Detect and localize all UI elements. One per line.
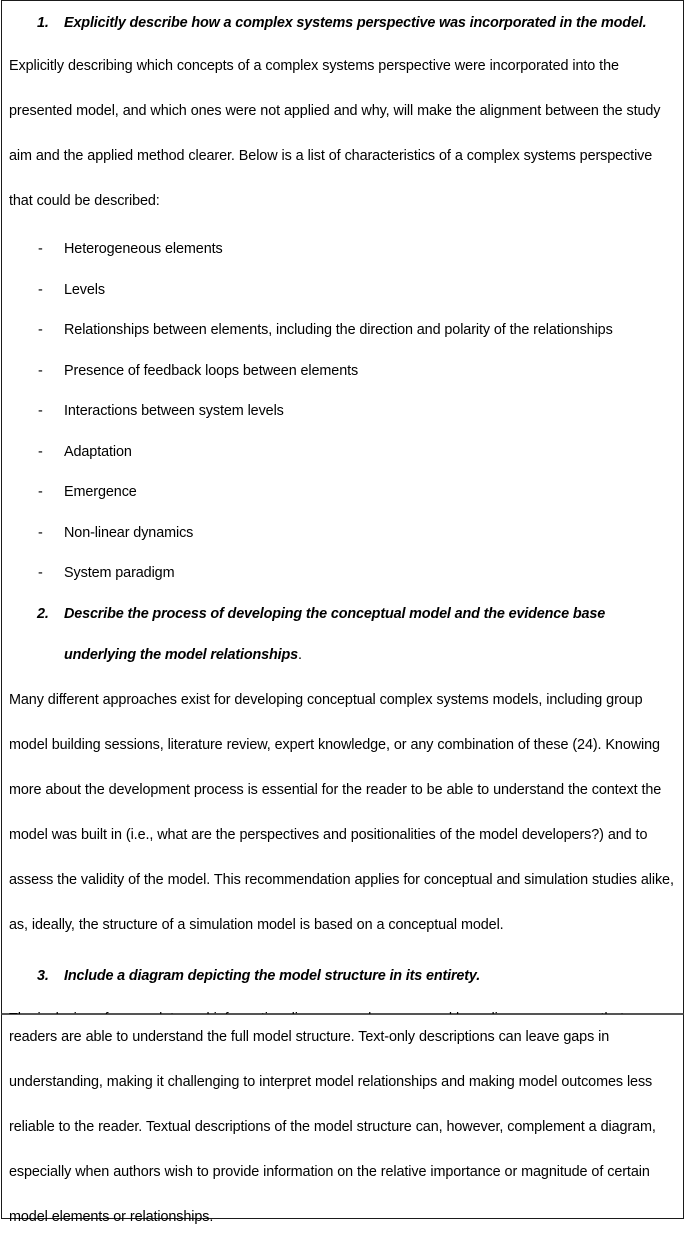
recommendation-2-heading-text: Describe the process of developing the conceptual model and the evidence base underlying the model relationships	[64, 605, 606, 663]
list-item-label: Adaptation	[64, 443, 132, 460]
recommendation-3-number: 3.	[37, 967, 49, 984]
recommendation-1-heading	[9, 3, 675, 44]
recommendation-3-heading-text: Include a diagram depicting the model structure in its entirety.	[64, 967, 481, 984]
recommendation-1-heading-text: Explicitly describe how a complex systems perspective was incorporated in the model.	[64, 15, 647, 31]
bullet-dash-icon: -	[38, 281, 43, 298]
text-box-cell-upper	[1, 0, 684, 1014]
list-item-label: System paradigm	[64, 565, 175, 581]
bullet-dash-icon: -	[38, 322, 43, 338]
bullet-dash-icon: -	[38, 241, 43, 257]
list-item	[9, 229, 675, 270]
list-item-label: Relationships between elements, including the direction and polarity of the relationships	[64, 322, 613, 338]
list-item	[9, 472, 675, 513]
list-item-label: Interactions between system levels	[64, 403, 284, 419]
bullet-dash-icon: -	[38, 403, 43, 419]
list-item	[9, 310, 675, 351]
recommendation-2-heading	[9, 594, 675, 676]
text-box-content-upper	[2, 1, 683, 1042]
list-item-label: Levels	[64, 281, 105, 298]
bullet-dash-icon: -	[38, 443, 43, 460]
list-item	[9, 351, 675, 392]
list-item-label: Non-linear dynamics	[64, 524, 194, 541]
text-box-cell-lower	[1, 1014, 684, 1225]
recommendation-1-body: Explicitly describing which concepts of a complex systems perspective were incorporated into the presented model, and which ones were not applied and why, will make the alignment between the study aim and the applied method clearer. Below is a list of characteristics of a complex systems perspective that could be described:	[9, 58, 661, 209]
list-item-label: Heterogeneous elements	[64, 241, 223, 257]
list-item	[9, 513, 675, 554]
list-item	[9, 391, 675, 432]
list-item	[9, 432, 675, 473]
list-item	[9, 270, 675, 311]
bullet-dash-icon: -	[38, 484, 43, 500]
bullet-dash-icon: -	[38, 565, 43, 581]
recommendation-2-number: 2.	[37, 605, 49, 622]
recommendation-3-heading	[9, 956, 675, 997]
bullet-dash-icon: -	[38, 524, 43, 541]
bullet-dash-icon: -	[38, 362, 43, 379]
recommendation-2-heading-period: .	[297, 646, 302, 663]
recommendation-2-body: Many different approaches exist for developing conceptual complex systems models, including group model building sessions, literature review, expert knowledge, or any combination of these (24). Knowing more about the development process is essential for the reader to be able to understand the context the model was built in (i.e., what are the perspectives and positionalities of the model developers?) and to assess the validity of the model. This recommendation applies for conceptual and simulation studies alike, as, ideally, the structure of a simulation model is based on a conceptual model.	[9, 691, 674, 933]
list-item	[9, 553, 675, 594]
list-item-label: Presence of feedback loops between elements	[64, 362, 359, 379]
recommendation-1-number: 1.	[37, 15, 49, 31]
text-box-content-lower	[2, 1015, 683, 1240]
list-item-label: Emergence	[64, 484, 137, 500]
recommendation-3-body-continued: readers are able to understand the full model structure. Text-only descriptions can leave gaps in understanding, making it challenging to interpret model relationships and making model outcomes less reliable to the reader. Textual descriptions of the model structure can, however, complement a diagram, especially when authors wish to provide information on the relative importance or magnitude of certain model elements or relationships.	[9, 1029, 656, 1225]
